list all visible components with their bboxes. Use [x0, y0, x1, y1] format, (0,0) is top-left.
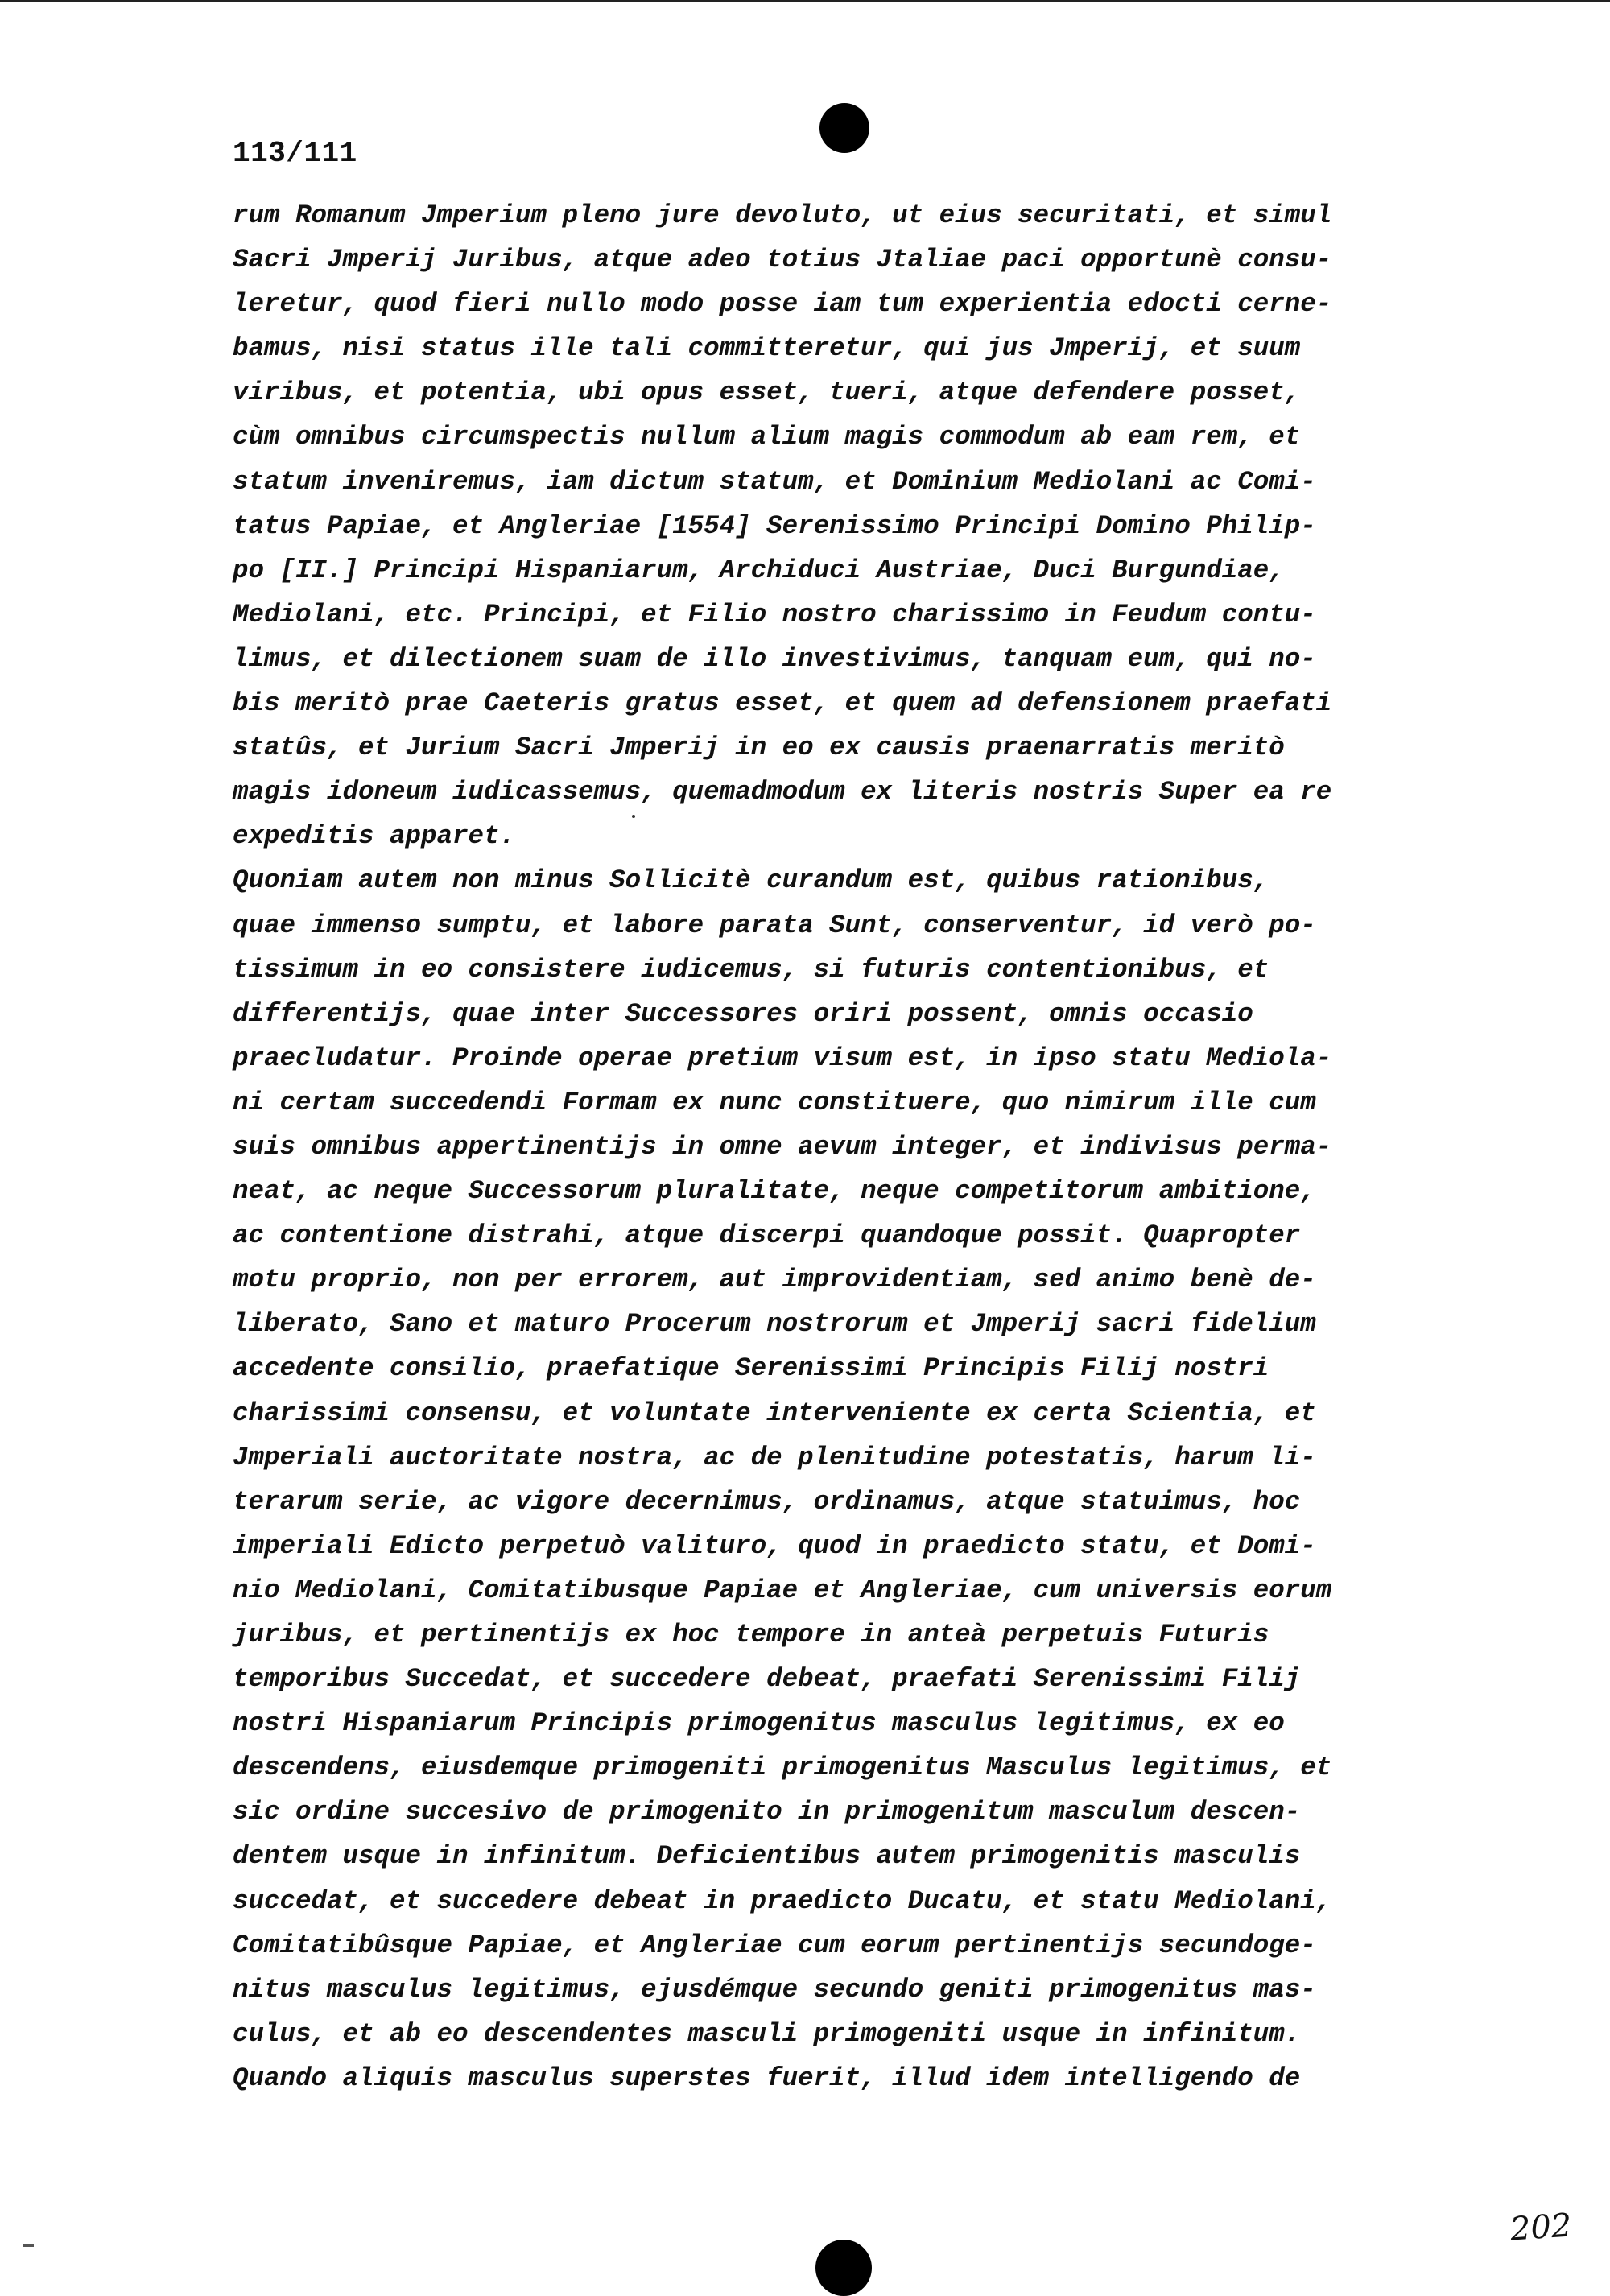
text-line: culus, et ab eo descendentes masculi primogeniti usque in infinitum. [233, 2018, 1301, 2049]
text-line: terarum serie, ac vigore decernimus, ordinamus, atque statuimus, hoc [233, 1486, 1301, 1517]
handwritten-folio-number: 202 [1509, 2207, 1573, 2249]
text-line: praecludatur. Proinde operae pretium visum est, in ipso statu Mediola- [233, 1043, 1332, 1073]
text-line: nitus masculus legitimus, ejusdémque secundo geniti primogenitus mas- [233, 1974, 1316, 2005]
punch-hole-bottom [815, 2240, 872, 2296]
text-line: rum Romanum Jmperium pleno jure devoluto, ut eius securitati, et simul [233, 200, 1332, 230]
text-line: Mediolani, etc. Principi, et Filio nostro charissimo in Feudum contu- [233, 599, 1316, 630]
text-line: nostri Hispaniarum Principis primogenitus masculus legitimus, ex eo [233, 1708, 1285, 1739]
text-line: tatus Papiae, et Angleriae [1554] Serenissimo Principi Domino Philip- [233, 510, 1316, 541]
text-line: po [II.] Principi Hispaniarum, Archiduci Austriae, Duci Burgundiae, [233, 555, 1285, 585]
text-line: temporibus Succedat, et succedere debeat, praefati Serenissimi Filij [233, 1664, 1301, 1695]
text-line: expeditis apparet. [233, 821, 516, 852]
text-line: Quando aliquis masculus superstes fuerit, illud idem intelligendo de [233, 2063, 1301, 2093]
text-line: ni certam succedendi Formam ex nunc constituere, quo nimirum ille cum [233, 1087, 1316, 1117]
text-line: juribus, et pertinentijs ex hoc tempore in anteà perpetuis Futuris [233, 1620, 1269, 1650]
text-line: statum inveniremus, iam dictum statum, et Dominium Mediolani ac Comi- [233, 466, 1316, 497]
text-line: bamus, nisi status ille tali committeretur, qui jus Jmperij, et suum [233, 333, 1301, 364]
text-line: liberato, Sano et maturo Procerum nostrorum et Jmperij sacri fidelium [233, 1309, 1316, 1340]
text-line: suis omnibus appertinentijs in omne aevum integer, et indivisus perma- [233, 1131, 1332, 1162]
text-line: Quoniam autem non minus Sollicitè curandum est, quibus rationibus, [233, 865, 1269, 896]
text-line: quae immenso sumptu, et labore parata Sunt, conserventur, id verò po- [233, 910, 1316, 940]
text-line: statûs, et Jurium Sacri Jmperij in eo ex causis praenarratis meritò [233, 733, 1285, 763]
text-line: nio Mediolani, Comitatibusque Papiae et Angleriae, cum universis eorum [233, 1575, 1332, 1605]
text-line: Sacri Jmperij Juribus, atque adeo totius Jtaliae paci opportunè consu- [233, 245, 1332, 275]
text-line: sic ordine succesivo de primogenito in primogenitum masculum descen- [233, 1797, 1301, 1827]
text-line: Jmperiali auctoritate nostra, ac de plenitudine potestatis, harum li- [233, 1442, 1316, 1472]
edge-mark [23, 2244, 34, 2247]
text-line: accedente consilio, praefatique Serenissimi Principis Filij nostri [233, 1353, 1269, 1384]
text-line: bis meritò prae Caeteris gratus esset, et quem ad defensionem praefati [233, 688, 1332, 719]
text-line: descendens, eiusdemque primogeniti primogenitus Masculus legitimus, et [233, 1753, 1332, 1783]
text-line: motu proprio, non per errorem, aut improvidentiam, sed animo benè de- [233, 1265, 1316, 1295]
text-line: succedat, et succedere debeat in praedicto Ducatu, et statu Mediolani, [233, 1885, 1332, 1916]
text-line: charissimi consensu, et voluntate interveniente ex certa Scientia, et [233, 1398, 1316, 1428]
text-line: magis idoneum iudicassemus, quemadmodum ex literis nostris Super ea re [233, 777, 1332, 807]
text-line: cùm omnibus circumspectis nullum alium magis commodum ab eam rem, et [233, 422, 1301, 452]
text-line: tissimum in eo consistere iudicemus, si futuris contentionibus, et [233, 954, 1269, 985]
text-line: ac contentione distrahi, atque discerpi quandoque possit. Quapropter [233, 1220, 1301, 1251]
text-line: limus, et dilectionem suam de illo investivimus, tanquam eum, qui no- [233, 643, 1316, 674]
stray-mark [632, 815, 635, 818]
text-line: viribus, et potentia, ubi opus esset, tueri, atque defendere posset, [233, 378, 1301, 408]
page-number: 113/111 [233, 137, 357, 170]
text-line: differentijs, quae inter Successores oriri possent, omnis occasio [233, 998, 1253, 1029]
punch-hole-top [819, 103, 869, 153]
text-line: leretur, quod fieri nullo modo posse iam tum experientia edocti cerne- [233, 289, 1332, 320]
text-line: Comitatibûsque Papiae, et Angleriae cum eorum pertinentijs secundoge- [233, 1930, 1316, 1960]
document-body-text [233, 193, 1488, 2100]
text-line: dentem usque in infinitum. Deficientibus autem primogenitis masculis [233, 1841, 1301, 1872]
text-line: neat, ac neque Successorum pluralitate, neque competitorum ambitione, [233, 1176, 1316, 1207]
text-line: imperiali Edicto perpetuò valituro, quod in praedicto statu, et Domi- [233, 1530, 1316, 1561]
